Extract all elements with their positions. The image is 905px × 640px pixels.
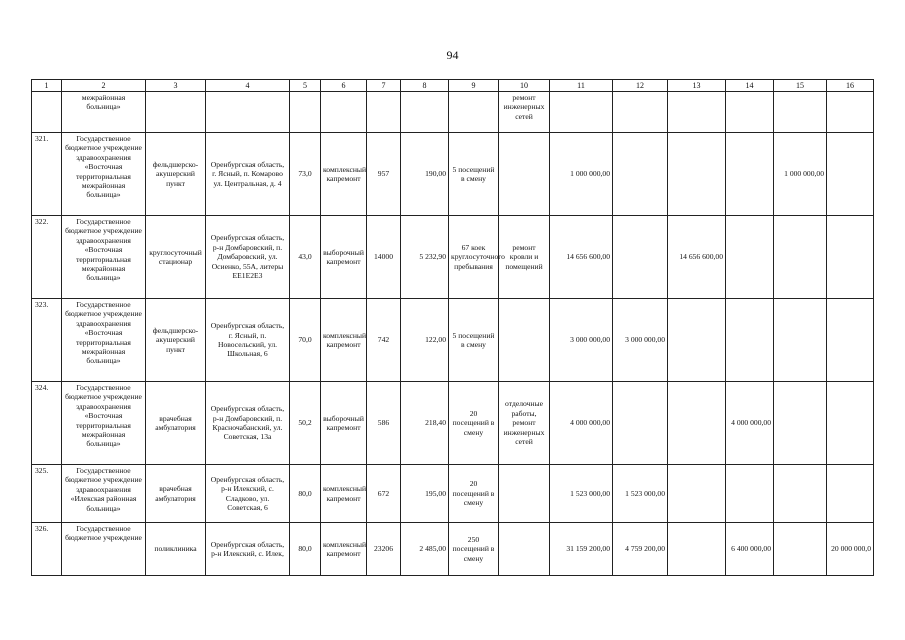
facility-cell: фельдшерско-акушерский пункт bbox=[146, 133, 206, 216]
facility-cell: врачебная амбулатория bbox=[146, 382, 206, 465]
total-cost-cell: 14 656 600,00 bbox=[550, 216, 613, 299]
repair-type-cell: комплексный капремонт bbox=[321, 523, 367, 576]
column-number-row bbox=[32, 80, 874, 92]
column-number: 3 bbox=[146, 80, 206, 92]
total-cost-cell: 3 000 000,00 bbox=[550, 299, 613, 382]
table-row bbox=[32, 382, 874, 465]
cost-2023-cell bbox=[774, 299, 827, 382]
address-cell: Оренбургская область, р-н Домбаровский, п. Красночабанский, ул. Советская, 13а bbox=[206, 382, 290, 465]
works-cell: ремонт кровли и помещений bbox=[499, 216, 550, 299]
column-number: 11 bbox=[550, 80, 613, 92]
cost-2021-cell bbox=[668, 523, 726, 576]
row-number: 326. bbox=[32, 523, 62, 576]
cost-2020-cell bbox=[613, 133, 668, 216]
col8-cell: 190,00 bbox=[401, 133, 449, 216]
cost-2020-cell bbox=[613, 216, 668, 299]
row-number: 322. bbox=[32, 216, 62, 299]
col7-cell: 672 bbox=[367, 465, 401, 523]
works-cell: ремонт инженерных сетей bbox=[499, 92, 550, 133]
col7-cell: 742 bbox=[367, 299, 401, 382]
cost-2020-cell: 1 523 000,00 bbox=[613, 465, 668, 523]
works-cell bbox=[499, 523, 550, 576]
column-number: 15 bbox=[774, 80, 827, 92]
table-row bbox=[32, 299, 874, 382]
address-cell: Оренбургская область, г. Ясный, п. Комарово ул. Центральная, д. 4 bbox=[206, 133, 290, 216]
cost-2022-cell bbox=[726, 465, 774, 523]
org-name-cell: Государственное бюджетное учреждение здравоохранения «Восточная территориальная межрайонная больница» bbox=[62, 133, 146, 216]
cost-2023-cell bbox=[774, 382, 827, 465]
address-cell: Оренбургская область, р-н Илекский, с. Илек, bbox=[206, 523, 290, 576]
cost-2022-cell: 4 000 000,00 bbox=[726, 382, 774, 465]
col8-cell: 5 232,90 bbox=[401, 216, 449, 299]
capacity-cell: 20 посещений в смену bbox=[449, 465, 499, 523]
area-cell: 80,0 bbox=[290, 465, 321, 523]
col7-cell: 14000 bbox=[367, 216, 401, 299]
repair-type-cell: выборочный капремонт bbox=[321, 216, 367, 299]
facility-cell: поликлиника bbox=[146, 523, 206, 576]
column-number: 8 bbox=[401, 80, 449, 92]
cost-2023-cell bbox=[774, 216, 827, 299]
cost-2024-cell bbox=[827, 465, 874, 523]
col8-cell: 2 485,00 bbox=[401, 523, 449, 576]
col8-cell: 122,00 bbox=[401, 299, 449, 382]
table-row bbox=[32, 465, 874, 523]
column-number: 2 bbox=[62, 80, 146, 92]
table-row bbox=[32, 133, 874, 216]
cost-2023-cell bbox=[774, 465, 827, 523]
cost-2023-cell bbox=[774, 523, 827, 576]
area-cell: 80,0 bbox=[290, 523, 321, 576]
org-name-cell: Государственное бюджетное учреждение bbox=[62, 523, 146, 576]
column-number: 6 bbox=[321, 80, 367, 92]
capacity-cell: 5 посещений в смену bbox=[449, 299, 499, 382]
capacity-cell: 5 посещений в смену bbox=[449, 133, 499, 216]
column-number: 9 bbox=[449, 80, 499, 92]
facility-cell: врачебная амбулатория bbox=[146, 465, 206, 523]
cost-2023-cell: 1 000 000,00 bbox=[774, 133, 827, 216]
cost-2020-cell: 4 759 200,00 bbox=[613, 523, 668, 576]
row-number: 324. bbox=[32, 382, 62, 465]
col7-cell: 957 bbox=[367, 133, 401, 216]
total-cost-cell: 1 523 000,00 bbox=[550, 465, 613, 523]
repair-type-cell: комплексный капремонт bbox=[321, 465, 367, 523]
total-cost-cell: 1 000 000,00 bbox=[550, 133, 613, 216]
works-cell bbox=[499, 465, 550, 523]
col8-cell: 195,00 bbox=[401, 465, 449, 523]
org-name-cell: Государственное бюджетное учреждение здравоохранения «Восточная территориальная межрайонная больница» bbox=[62, 382, 146, 465]
row-number: 325. bbox=[32, 465, 62, 523]
area-cell: 73,0 bbox=[290, 133, 321, 216]
repair-type-cell: комплексный капремонт bbox=[321, 299, 367, 382]
cost-2020-cell bbox=[613, 382, 668, 465]
col8-cell: 218,40 bbox=[401, 382, 449, 465]
column-number: 10 bbox=[499, 80, 550, 92]
cost-2022-cell bbox=[726, 133, 774, 216]
works-cell bbox=[499, 299, 550, 382]
table-row bbox=[32, 216, 874, 299]
org-name-cell: Государственное бюджетное учреждение здравоохранения «Илекская районная больница» bbox=[62, 465, 146, 523]
column-number: 4 bbox=[206, 80, 290, 92]
column-number: 7 bbox=[367, 80, 401, 92]
facility-cell: круглосуточный стационар bbox=[146, 216, 206, 299]
cost-2020-cell: 3 000 000,00 bbox=[613, 299, 668, 382]
total-cost-cell: 4 000 000,00 bbox=[550, 382, 613, 465]
area-cell: 70,0 bbox=[290, 299, 321, 382]
column-number: 1 bbox=[32, 80, 62, 92]
address-cell: Оренбургская область, р-н Илекский, с. Сладково, ул. Советская, 6 bbox=[206, 465, 290, 523]
table-row bbox=[32, 523, 874, 576]
capacity-cell: 20 посещений в смену bbox=[449, 382, 499, 465]
column-number: 5 bbox=[290, 80, 321, 92]
repair-type-cell: комплексный капремонт bbox=[321, 133, 367, 216]
cost-2024-cell bbox=[827, 382, 874, 465]
continuation-row bbox=[32, 92, 874, 133]
capital-repair-table bbox=[31, 79, 874, 576]
capacity-cell: 250 посещений в смену bbox=[449, 523, 499, 576]
cost-2021-cell bbox=[668, 465, 726, 523]
page-number: 94 bbox=[446, 48, 459, 62]
cost-2022-cell: 6 400 000,00 bbox=[726, 523, 774, 576]
cost-2024-cell: 20 000 000,0 bbox=[827, 523, 874, 576]
address-cell: Оренбургская область, г. Ясный, п. Новосельский, ул. Школьная, 6 bbox=[206, 299, 290, 382]
cost-2024-cell bbox=[827, 299, 874, 382]
cost-2021-cell bbox=[668, 133, 726, 216]
area-cell: 50,2 bbox=[290, 382, 321, 465]
repair-type-cell: выборочный капремонт bbox=[321, 382, 367, 465]
row-number: 321. bbox=[32, 133, 62, 216]
column-number: 12 bbox=[613, 80, 668, 92]
cost-2022-cell bbox=[726, 216, 774, 299]
cost-2024-cell bbox=[827, 216, 874, 299]
facility-cell: фельдшерско-акушерский пункт bbox=[146, 299, 206, 382]
cost-2021-cell: 14 656 600,00 bbox=[668, 216, 726, 299]
cost-2022-cell bbox=[726, 299, 774, 382]
area-cell: 43,0 bbox=[290, 216, 321, 299]
cost-2021-cell bbox=[668, 299, 726, 382]
col7-cell: 23206 bbox=[367, 523, 401, 576]
col7-cell: 586 bbox=[367, 382, 401, 465]
org-name-cell: Государственное бюджетное учреждение здравоохранения «Восточная территориальная межрайонная больница» bbox=[62, 299, 146, 382]
address-cell: Оренбургская область, р-н Домбаровский, п. Домбаровский, ул. Осиенко, 55А, литеры ЕЕ1Е2Е3 bbox=[206, 216, 290, 299]
column-number: 14 bbox=[726, 80, 774, 92]
column-number: 13 bbox=[668, 80, 726, 92]
capacity-cell: 67 коек круглосуточного пребывания bbox=[449, 216, 499, 299]
cost-2024-cell bbox=[827, 133, 874, 216]
org-name-cell: Государственное бюджетное учреждение здравоохранения «Восточная территориальная межрайонная больница» bbox=[62, 216, 146, 299]
total-cost-cell: 31 159 200,00 bbox=[550, 523, 613, 576]
works-cell bbox=[499, 133, 550, 216]
cost-2021-cell bbox=[668, 382, 726, 465]
org-name-cell: межрайонная больница» bbox=[62, 92, 146, 133]
row-number: 323. bbox=[32, 299, 62, 382]
column-number: 16 bbox=[827, 80, 874, 92]
works-cell: отделочные работы, ремонт инженерных сетей bbox=[499, 382, 550, 465]
